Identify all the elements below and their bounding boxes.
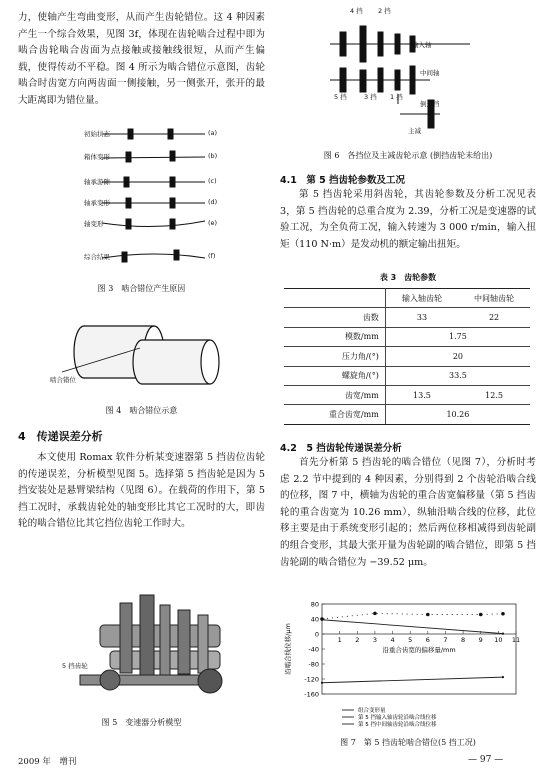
x-tick-label: 10 <box>494 636 503 644</box>
table-3 <box>284 288 530 425</box>
fig7-chart <box>278 598 540 734</box>
x-axis-label: 沿重合齿宽的偏移量/mm <box>382 646 456 654</box>
table3-header-1: 输入轴齿轮 <box>385 289 458 308</box>
fig3-label-c: 轴承游隙 <box>84 178 110 186</box>
table3-row0-a: 33 <box>385 308 458 327</box>
section-4-2-paragraph: 首先分析第 5 挡齿轮的啮合错位（见图 7），分析时考虑 2.2 节中提到的 4 种因素，分别得到 2 个齿轮沿啮合线的位移，图 7 中，横轴为齿轮的重合齿宽偏移量（第 5 挡齿轮的重合齿宽为 10.26 mm），纵轴沿啮合线的位移，此位移主要是由于系统变形引起的；然后两位移相减得到齿轮副的组合变形，其最大张开量为齿轮副的啮合错位，即第 5 挡齿轮副的啮合错位为 −39.52 μm。 <box>280 457 536 568</box>
data-point <box>373 612 377 616</box>
x-tick-label: 2 <box>355 636 360 644</box>
page-number: — 97 — <box>468 755 504 765</box>
y-tick-label: -120 <box>304 675 319 684</box>
gear-mesh-drawing <box>50 312 240 397</box>
table3-row4-a: 13.5 <box>385 385 458 404</box>
section-4-paragraph: 本文使用 Romax 软件分析某变速器第 5 挡齿位齿轮的传递误差，分析模型见图 5。选择第 5 挡齿轮是因为 5 挡安装处是悬臂梁结构（见图 6）。在载荷的作用下，第 5 挡工况时，承载齿轮处的轴变形比其它工况时的大，即齿轮的啮合错位比其它挡位齿轮工作时大。 <box>18 452 265 530</box>
table-row <box>284 385 530 404</box>
table3-header-2: 中间轴齿轮 <box>458 289 530 308</box>
fig3-label-f: 综合结果 <box>84 253 110 261</box>
x-tick-label: 8 <box>461 636 466 644</box>
table3-row3-value: 33.5 <box>385 366 530 385</box>
figure-4 <box>50 312 240 397</box>
x-tick-label: 1 <box>337 636 342 644</box>
gear-layout-diagram <box>320 4 480 144</box>
y-tick-label: 40 <box>310 615 319 624</box>
y-tick-label: 0 <box>314 630 319 639</box>
x-tick-label: 6 <box>425 636 430 644</box>
table3-title: 表 3 齿轮参数 <box>379 273 437 282</box>
fig3-label-a: 初始状态 <box>84 130 110 138</box>
table-row <box>284 366 530 385</box>
table-row <box>284 347 530 366</box>
fig3-tag-c: (c) <box>208 177 217 185</box>
fig5-caption: 图 5 变速器分析模型 <box>101 718 182 727</box>
table3-row3-label: 螺旋角/(°) <box>284 366 385 385</box>
table3-row5-label: 重合齿宽/mm <box>284 405 385 424</box>
table3-row4-b: 12.5 <box>458 385 530 404</box>
y-axis-label: 沿啮合线位移/μm <box>284 623 292 675</box>
y-tick-label: -40 <box>308 645 319 654</box>
series-line <box>322 613 503 619</box>
data-point <box>321 619 323 621</box>
x-tick-label: 5 <box>408 636 413 644</box>
x-tick-label: 3 <box>372 636 377 644</box>
fig7-caption: 图 7 第 5 挡齿轮啮合错位(5 挡工况) <box>340 738 476 747</box>
data-point <box>479 613 483 617</box>
table-row <box>284 405 530 424</box>
table3-header-0 <box>284 289 385 308</box>
fig6-label-g2: 2 挡 <box>378 7 391 15</box>
x-tick-label: 9 <box>478 636 483 644</box>
legend-label: 第 5 挡输入轴齿轮沿啮合线位移 <box>358 715 437 721</box>
intro-paragraph: 力，使轴产生弯曲变形，从而产生齿轮错位。这 4 种因素产生一个综合效果，见图 3f，体现在齿轮啮合过程中即为啮合齿轮啮合齿面为点接触或接触线很短，从而产生偏载，使得传动不平稳。图 4 所示为啮合错位示意图，齿轮啮合时齿宽方向两齿面一侧接触，另一侧张开，张开的最大距离即为错位量。 <box>18 12 265 106</box>
fig4-caption: 图 4 啮合错位示意 <box>105 406 178 415</box>
figure-5 <box>60 585 250 705</box>
data-point <box>502 676 504 678</box>
transmission-model <box>60 585 250 705</box>
fig6-label-input: 输入轴 <box>412 41 432 49</box>
fig6-caption: 图 6 各挡位及主减齿轮示意 (倒挡齿轮未给出) <box>323 151 493 160</box>
fig6-label-mid: 中间轴 <box>420 69 440 77</box>
fig3-tag-d: (d) <box>208 198 218 206</box>
data-point <box>321 682 323 684</box>
fig4-label: 啮合错位 <box>50 376 76 384</box>
section-4-1-heading: 4.1 第 5 挡齿轮参数及工况 <box>280 175 406 186</box>
fig6-label-g3: 3 挡 <box>364 93 377 101</box>
table3-row0-b: 22 <box>458 308 530 327</box>
fig3-label-d: 轴承变形 <box>84 199 110 207</box>
fig3-tag-b: (b) <box>208 152 218 160</box>
table-row <box>284 308 530 327</box>
y-tick-label: 80 <box>310 600 319 609</box>
section-4-2-heading: 4.2 5 挡齿轮传递误差分析 <box>280 443 402 454</box>
x-tick-label: 11 <box>511 636 521 644</box>
table3-row4-label: 齿宽/mm <box>284 385 385 404</box>
data-point <box>426 613 430 617</box>
fig6-label-g1: 1 挡 <box>390 93 403 101</box>
data-point <box>501 612 505 616</box>
fig3-tag-a: (a) <box>208 129 218 137</box>
fig6-label-diff: 主减 <box>408 127 421 135</box>
y-tick-label: -80 <box>308 660 319 669</box>
fig6-label-g4: 4 挡 <box>350 7 363 15</box>
figure-7 <box>278 598 540 734</box>
fig3-label-e: 轴变形 <box>84 220 104 228</box>
fig3-caption: 图 3 啮合错位产生原因 <box>97 284 186 293</box>
x-tick-label: 4 <box>390 636 395 644</box>
table3-row2-label: 压力角/(°) <box>284 347 385 366</box>
section-4-heading: 4 传递误差分析 <box>18 430 103 443</box>
series-line <box>322 677 503 683</box>
fig3-label-b: 箱体变形 <box>84 153 110 161</box>
table3-row5-value: 10.26 <box>385 405 530 424</box>
fig5-label: 5 挡齿轮 <box>62 662 88 670</box>
series-line <box>322 620 503 634</box>
legend-label: 第 5 挡中间轴齿轮沿啮合线位移 <box>358 722 437 728</box>
legend-label: 组合变形量 <box>358 708 386 714</box>
fig3-tag-e: (e) <box>208 219 218 227</box>
fig6-label-reverse: 倒退挡 <box>420 100 440 108</box>
fig6-label-g5: 5 挡 <box>334 93 347 101</box>
data-point <box>502 633 504 635</box>
figure-6 <box>320 4 480 144</box>
table3-row1-value: 1.75 <box>385 327 530 346</box>
figure-3 <box>60 126 260 281</box>
y-tick-label: -160 <box>304 690 319 699</box>
x-tick-label: 7 <box>443 636 448 644</box>
section-4-1-paragraph: 第 5 挡齿轮采用斜齿轮，其齿轮参数及分析工况见表 3，第 5 挡齿轮的总重合度为 2.39，分析工况是变速器的试验工况，为全负荷工况，输入转速为 3 000 r/min，输入扭矩（110 N·m）是发动机的额定输出扭矩。 <box>280 189 536 250</box>
footer-left: 2009 年 增刊 <box>18 757 77 767</box>
table3-row1-label: 模数/mm <box>284 327 385 346</box>
table-row <box>284 327 530 346</box>
table3-row0-label: 齿数 <box>284 308 385 327</box>
fig3-tag-f: (f) <box>208 252 216 260</box>
table3-row2-value: 20 <box>385 347 530 366</box>
